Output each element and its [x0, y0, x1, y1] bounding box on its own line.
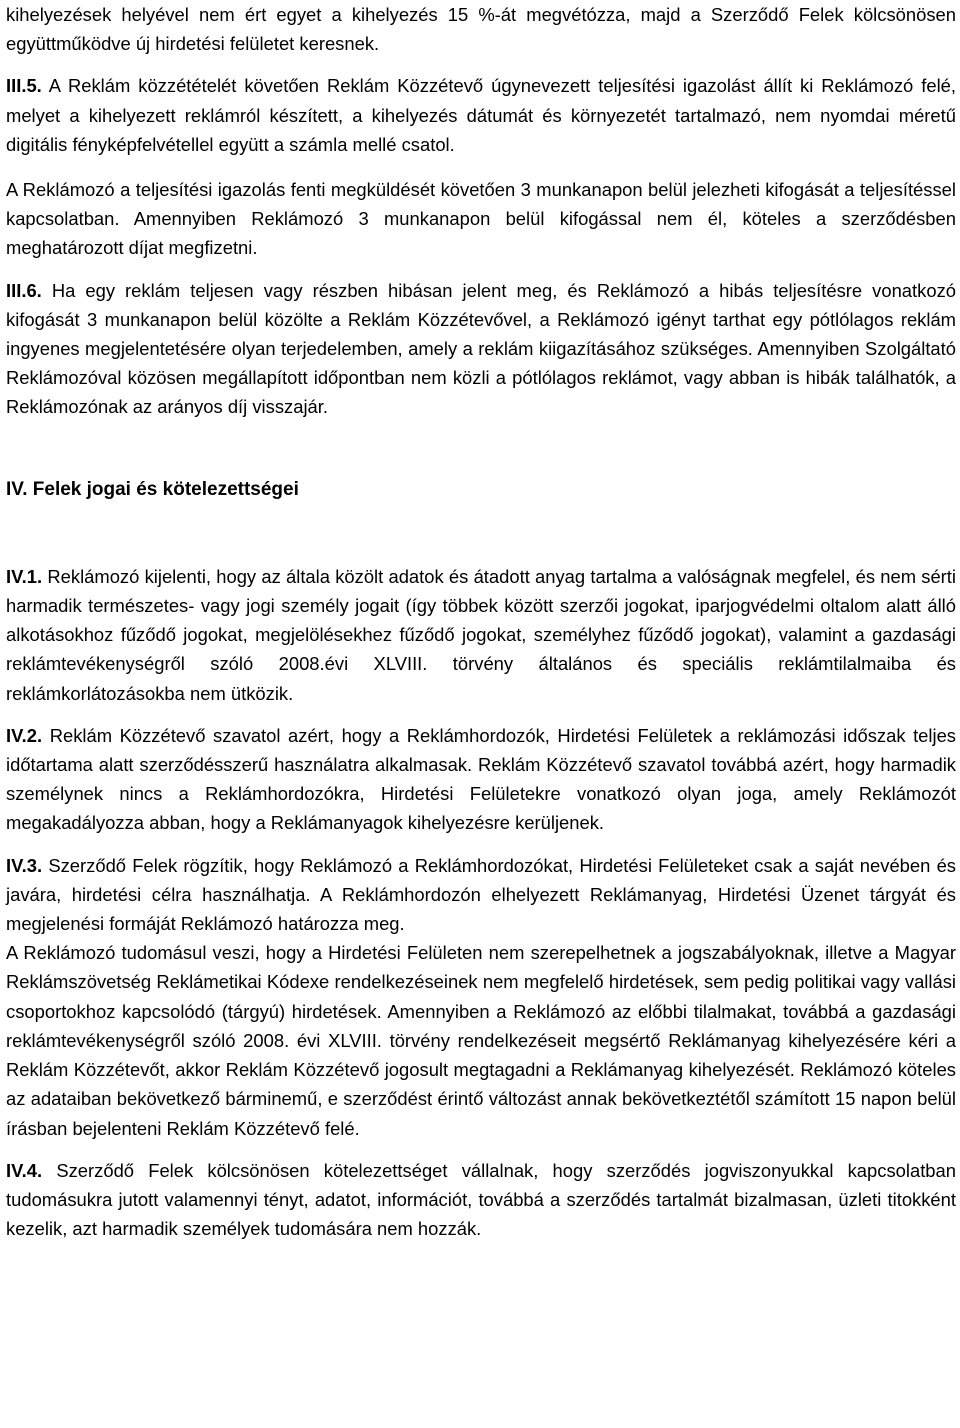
- paragraph-IV-3: [6, 851, 956, 939]
- paragraph-text: Reklámozó kijelenti, hogy az általa közölt adatok és átadott anyag tartalma a valóságnak megfelel, és nem sérti harmadik természetes- vagy jogi személy jogait (így többek között szerzői jogokat, iparjogvédelmi oltalom alatt álló alkotásokhoz fűződő jogokat, megjelölésekhez fűződő jogokat, személyhez fűződő jogokat), valamint a gazdasági reklámtevékenységről szóló 2008.évi XLVIII. törvény általános és speciális reklámtilalmaiba és reklámkorlátozásokba nem ütközik.: [6, 565, 956, 704]
- paragraph-text: Szerződő Felek rögzítik, hogy Reklámozó a Reklámhordozókat, Hirdetési Felületeket csak a saját nevében és javára, hirdetési célra használhatja. A Reklámhordozón elhelyezett Reklámanyag, Hirdetési Üzenet tárgyát és megjelenési formáját Reklámozó határozza meg.: [6, 854, 956, 935]
- paragraph-text: A Reklám közzétételét követően Reklám Közzétevő úgynevezett teljesítési igazolást állít ki Reklámozó felé, melyet a kihelyezett reklámról készített, a kihelyezés dátumát és környezetét tartalmazó, nem nyomdai méretű digitális fényképfelvétellel együtt a számla mellé csatol.: [6, 75, 956, 155]
- paragraph-IV-3-restrictions: [6, 938, 956, 1142]
- paragraph-III-6: [6, 276, 956, 422]
- paragraph-text: Ha egy reklám teljesen vagy részben hibásan jelent meg, és Reklámozó a hibás teljesítésre vonatkozó kifogását 3 munkanapon belül közölte a Reklám Közzétevővel, a Reklámozó igényt tarthat egy pótlólagos reklám ingyenes megjelentetésére olyan terjedelemben, amely a reklám kiigazításához szükséges. Amennyiben Szolgáltató Reklámozóval közösen megállapított időpontban nem közli a pótlólagos reklámot, vagy abban is hibák találhatók, a Reklámozónak az arányos díj visszajár.: [6, 279, 956, 418]
- paragraph-continuation: [6, 0, 956, 58]
- section-number: III.5.: [6, 75, 42, 97]
- section-number: IV.3.: [6, 854, 43, 876]
- section-number: IV.2.: [6, 724, 43, 746]
- paragraph-III-5-objection: [6, 175, 956, 263]
- document-page: [6, 0, 956, 1243]
- paragraph-IV-2: [6, 721, 956, 838]
- paragraph-text: A Reklámozó a teljesítési igazolás fenti megküldését követően 3 munkanapon belül jelezheti kifogását a teljesítéssel kapcsolatban. Amennyiben Reklámozó 3 munkanapon belül kifogással nem él, köteles a szerződésben meghatározott díjat megfizetni.: [6, 179, 956, 259]
- section-number: IV.4.: [6, 1159, 43, 1181]
- section-heading: IV. Felek jogai és kötelezettségei: [6, 478, 299, 500]
- section-number: III.6.: [6, 279, 42, 301]
- paragraph-text: Reklám Közzétevő szavatol azért, hogy a Reklámhordozók, Hirdetési Felületek a reklámozási időszak teljes időtartama alatt szerződésszerű használatra alkalmasak. Reklám Közzétevő szavatol továbbá azért, hogy harmadik személynek nincs a Reklámhordozókra, Hirdetési Felületekre vonatkozó olyan joga, amely Reklámozót megakadályozza abban, hogy a Reklámanyagok kihelyezésre kerüljenek.: [6, 724, 956, 834]
- paragraph-text: Szerződő Felek kölcsönösen kötelezettséget vállalnak, hogy szerződés jogviszonyukkal kapcsolatban tudomásukra jutott valamennyi tényt, adatot, információt, továbbá a szerződés tartalmát bizalmasan, üzleti titokként kezelik, azt harmadik személyek tudomására nem hozzák.: [6, 1159, 956, 1240]
- paragraph-III-5: [6, 71, 956, 159]
- paragraph-text: kihelyezések helyével nem ért egyet a kihelyezés 15 %-át megvétózza, majd a Szerződő Felek kölcsönösen együttműködve új hirdetési felületet keresnek.: [6, 4, 956, 55]
- paragraph-text: A Reklámozó tudomásul veszi, hogy a Hirdetési Felületen nem szerepelhetnek a jogszabályoknak, illetve a Magyar Reklámszövetség Reklámetikai Kódexe rendelkezéseinek nem megfelelő hirdetések, sem pedig politikai vagy vallási csoportokhoz kapcsolódó (tárgyú) hirdetések. Amennyiben a Reklámozó az előbbi tilalmakat, továbbá a gazdasági reklámtevékenységről szóló 2008. évi XLVIII. törvény rendelkezéseit megsértő Reklámanyag kihelyezésére kéri a Reklám Közzétevőt, akkor Reklám Közzétevő jogosult megtagadni a Reklámanyag kihelyezését. Reklámozó köteles az adataiban bekövetkező bárminemű, e szerződést érintő változást annak bekövetkeztétől számított 15 napon belül írásban bejelenteni Reklám Közzétevő felé.: [6, 942, 956, 1139]
- paragraph-IV-1: [6, 562, 956, 708]
- paragraph-IV-4: [6, 1156, 956, 1244]
- section-number: IV.1.: [6, 565, 43, 587]
